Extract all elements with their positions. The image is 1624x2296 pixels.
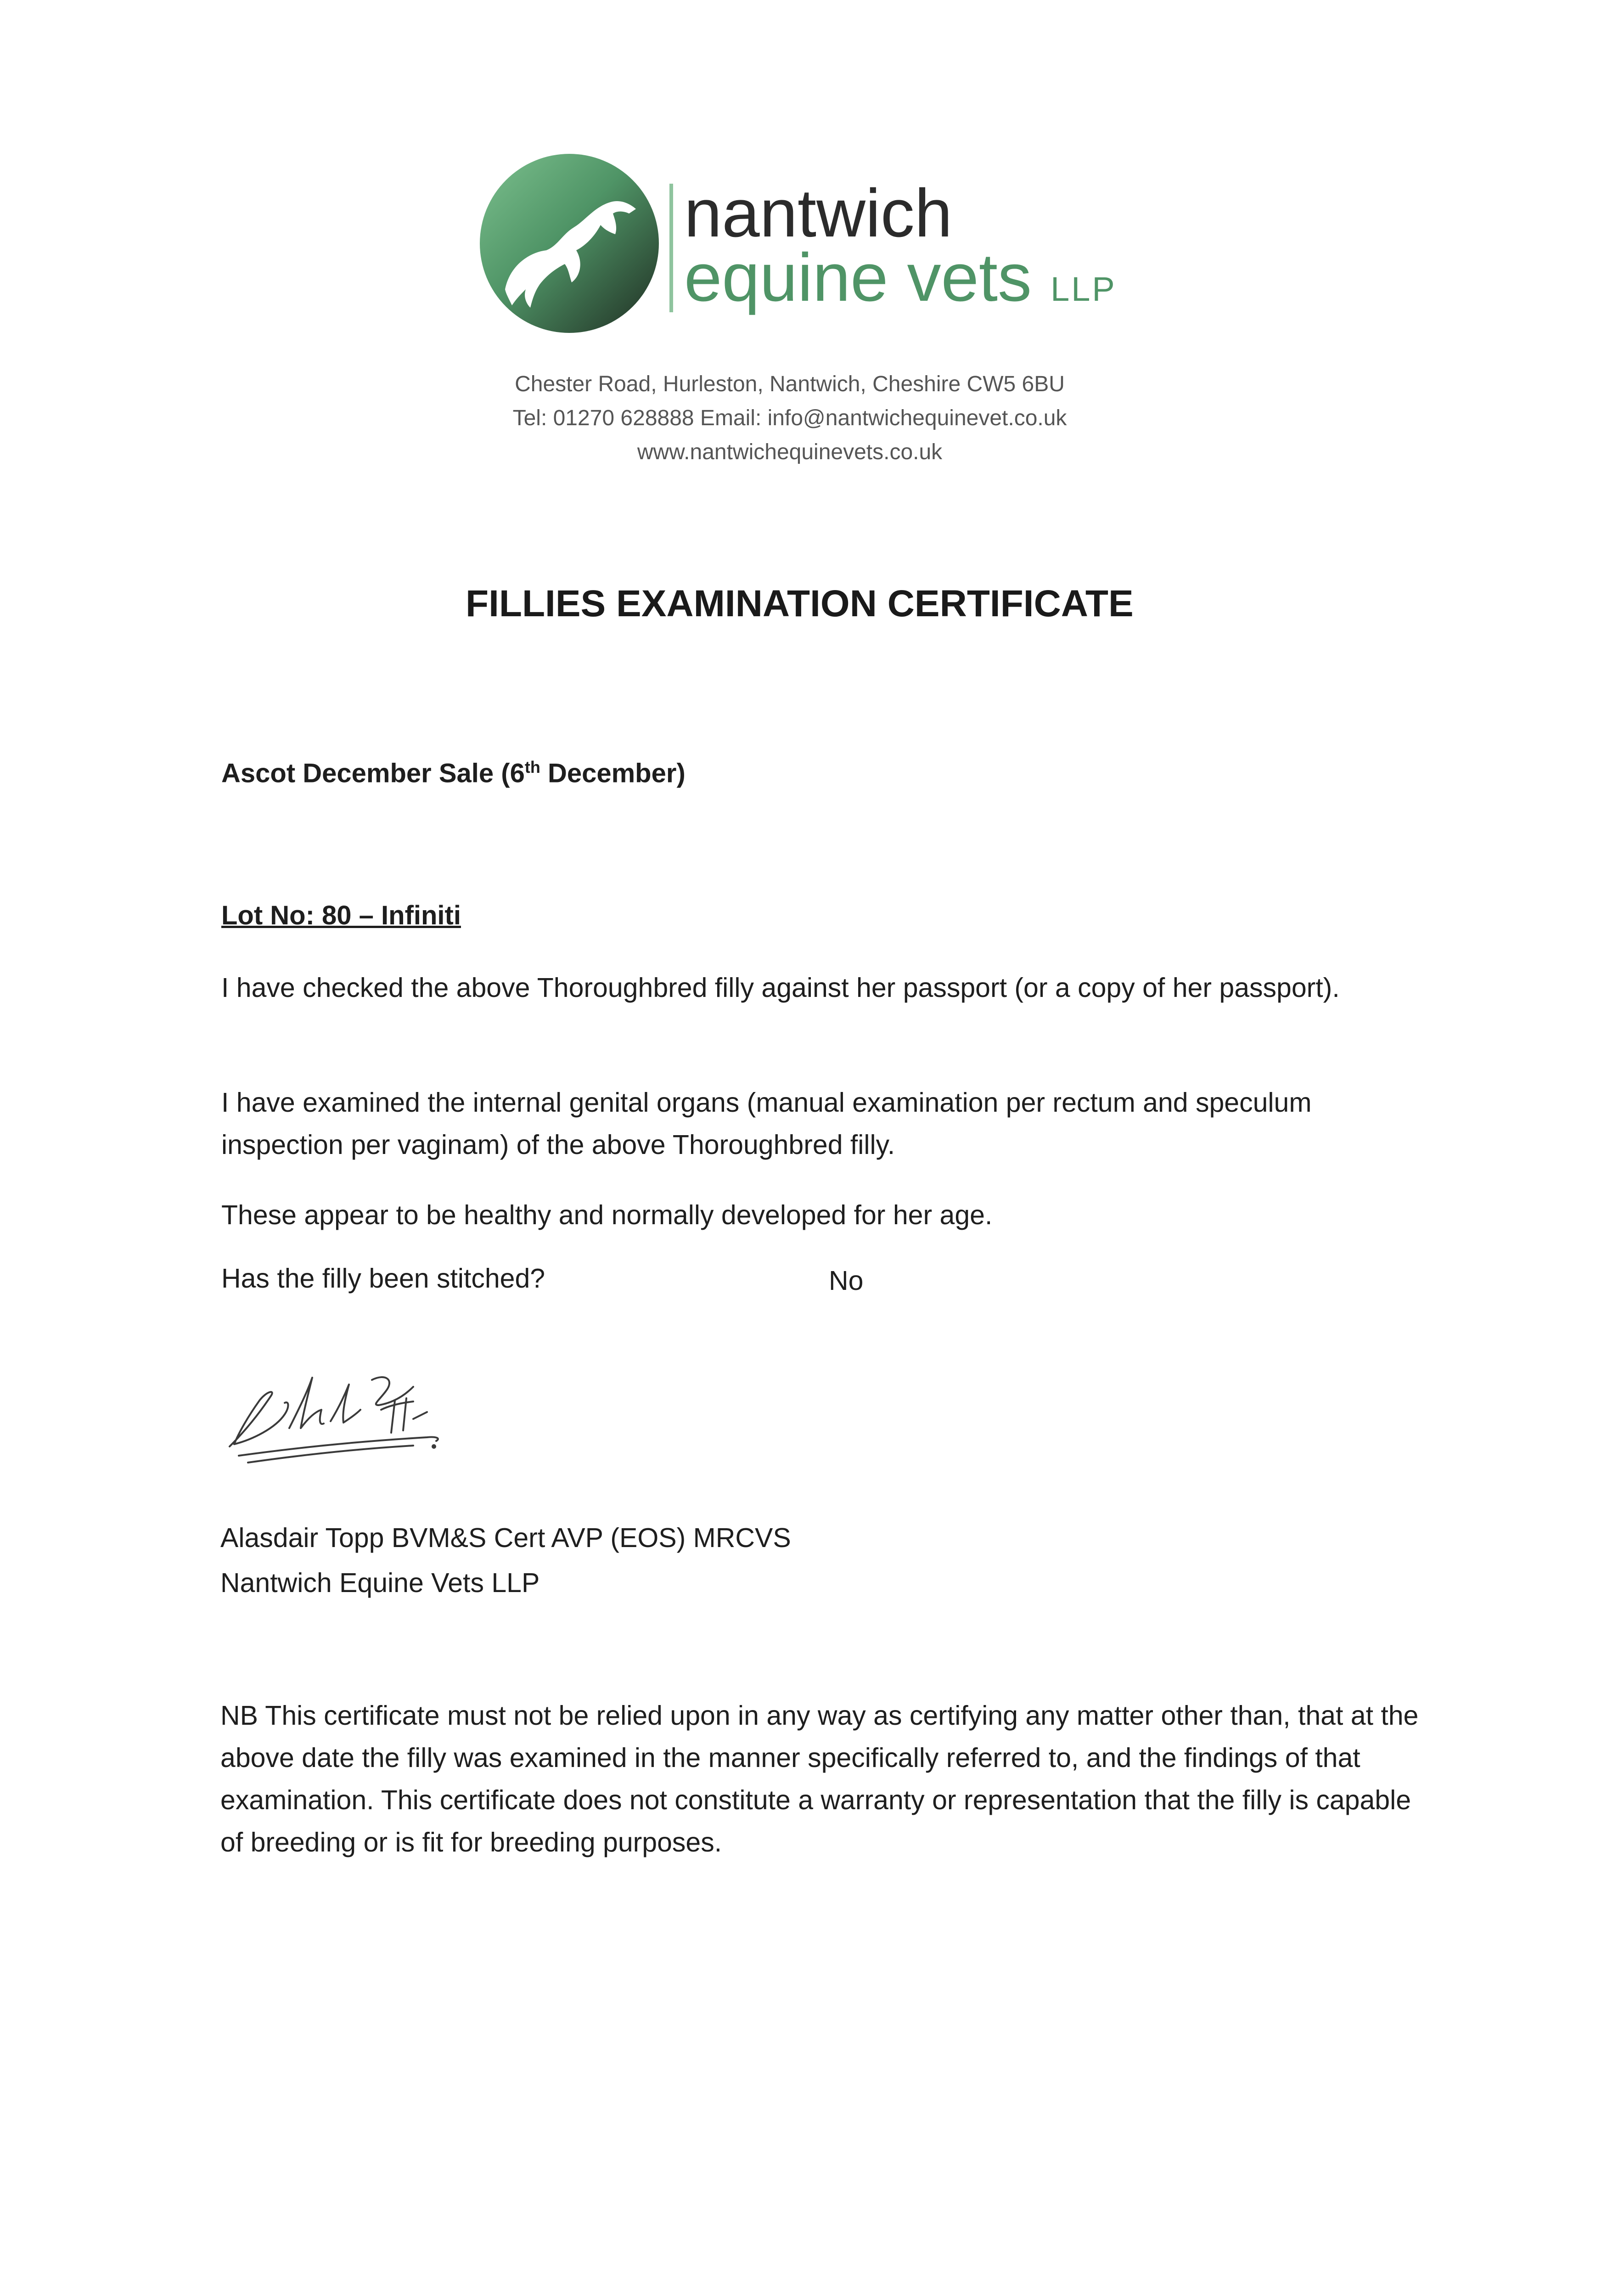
signatory-name: Alasdair Topp BVM&S Cert AVP (EOS) MRCVS (220, 1523, 791, 1553)
address-line: Chester Road, Hurleston, Nantwich, Cheshire CW5 6BU (515, 372, 1065, 396)
paragraph-findings: These appear to be healthy and normally developed for her age. (221, 1200, 993, 1230)
logo-divider (669, 184, 673, 312)
stitched-question: Has the filly been stitched? (221, 1263, 545, 1294)
jumping-horse-logo-icon (478, 152, 661, 335)
brand-sub (684, 241, 1117, 326)
lot-heading: Lot No: 80 – Infiniti (221, 900, 461, 930)
letterhead-address-block (413, 367, 1166, 469)
sale-sup: th (524, 758, 540, 777)
paragraph-passport-check: I have checked the above Thoroughbred filly against her passport (or a copy of her passport). (221, 973, 1340, 1003)
brand-name: nantwich (684, 175, 953, 251)
sale-heading (221, 758, 686, 788)
website-line: www.nantwichequinevets.co.uk (637, 440, 943, 464)
signatory-practice: Nantwich Equine Vets LLP (220, 1568, 540, 1598)
contact-line: Tel: 01270 628888 Email: info@nantwichequinevet.co.uk (512, 406, 1067, 430)
disclaimer-note: NB This certificate must not be relied upon in any way as certifying any matter other than, that at the above date the filly was examined in the manner specifically referred to, and the findings of that examination. This certificate does not constitute a warranty or representation that the filly is capable of breeding or is fit for breeding purposes. (220, 1700, 1419, 1857)
signatory-block (220, 1515, 791, 1605)
paragraph-examination: I have examined the internal genital organs (manual examination per rectum and speculum inspection per vaginam) of the above Thoroughbred filly. (221, 1087, 1312, 1160)
brand-sub-text: equine vets (684, 240, 1032, 315)
brand-llp: LLP (1051, 270, 1117, 308)
handwritten-signature (220, 1359, 459, 1469)
sale-suffix: December) (540, 758, 686, 788)
page-title: FILLIES EXAMINATION CERTIFICATE (466, 583, 1134, 625)
sale-prefix: Ascot December Sale (6 (221, 758, 525, 788)
stitched-answer: No (829, 1266, 864, 1296)
